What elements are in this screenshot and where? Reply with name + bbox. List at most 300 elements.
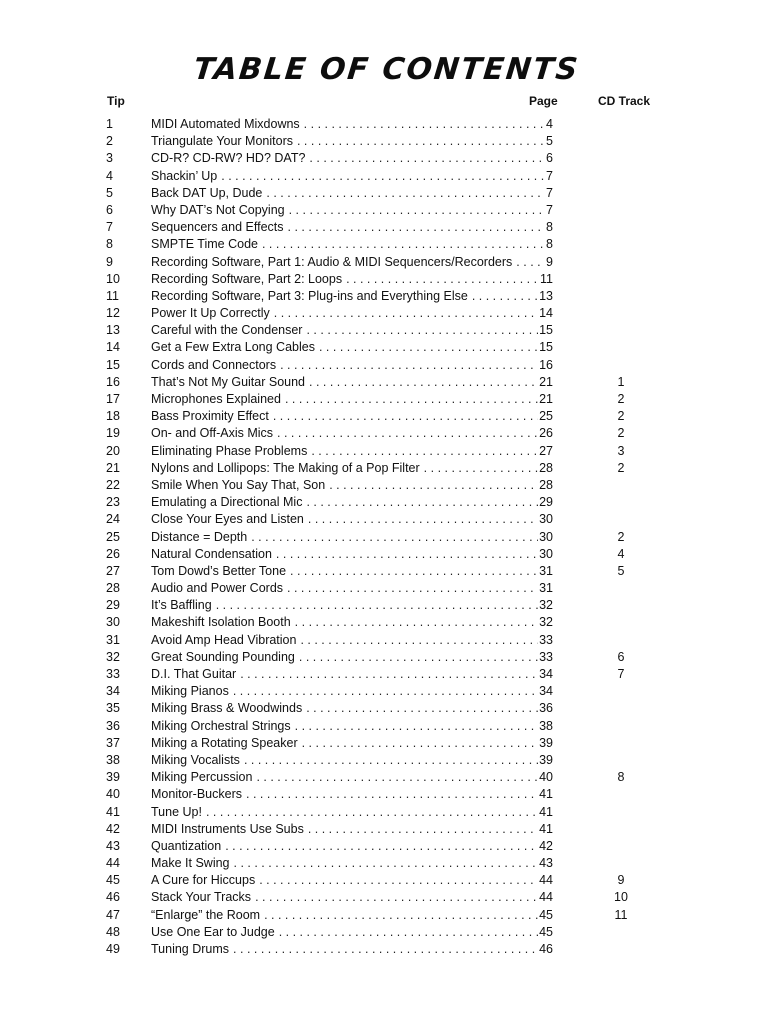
entry-line xyxy=(151,254,553,271)
entry-line xyxy=(151,889,553,906)
dot-leader xyxy=(311,443,538,460)
tip-title: Shackin’ Up xyxy=(151,168,218,183)
dot-leader xyxy=(306,700,538,717)
tip-title: A Cure for Hiccups xyxy=(151,873,256,888)
cd-track-number: 9 xyxy=(617,873,625,888)
cd-track-number: 3 xyxy=(617,443,625,458)
tip-number: 26 xyxy=(106,546,120,561)
page-number: 39 xyxy=(539,735,553,750)
entry-line xyxy=(151,236,553,253)
toc-entry xyxy=(0,185,773,202)
tip-number: 2 xyxy=(106,134,113,149)
toc-entry xyxy=(0,666,773,683)
tip-number: 15 xyxy=(106,357,120,372)
dot-leader xyxy=(233,683,538,700)
toc-entry xyxy=(0,443,773,460)
toc-entry xyxy=(0,804,773,821)
tip-title: Quantization xyxy=(151,838,222,853)
dot-leader xyxy=(299,649,538,666)
dot-leader xyxy=(264,907,538,924)
page-number: 25 xyxy=(539,409,553,424)
page-number: 36 xyxy=(539,701,553,716)
toc-list xyxy=(0,116,773,958)
entry-line xyxy=(151,683,553,700)
tip-number: 47 xyxy=(106,907,120,922)
tip-number: 34 xyxy=(106,684,120,699)
tip-title: “Enlarge” the Room xyxy=(151,907,261,922)
dot-leader xyxy=(306,322,538,339)
tip-title: Make It Swing xyxy=(151,856,230,871)
page-number: 6 xyxy=(546,151,553,166)
cd-track-number: 6 xyxy=(617,649,625,664)
tip-number: 35 xyxy=(106,701,120,716)
tip-number: 28 xyxy=(106,581,120,596)
page-number: 34 xyxy=(539,684,553,699)
entry-line xyxy=(151,150,553,167)
toc-entry xyxy=(0,838,773,855)
dot-leader xyxy=(255,889,538,906)
dot-leader xyxy=(280,357,538,374)
dot-leader xyxy=(206,804,538,821)
entry-line xyxy=(151,408,553,425)
toc-entry xyxy=(0,907,773,924)
toc-entry xyxy=(0,855,773,872)
entry-line xyxy=(151,563,553,580)
toc-entry xyxy=(0,322,773,339)
tip-title: Miking a Rotating Speaker xyxy=(151,735,298,750)
entry-line xyxy=(151,752,553,769)
tip-number: 10 xyxy=(106,271,120,286)
dot-leader xyxy=(285,391,538,408)
toc-entry xyxy=(0,580,773,597)
toc-entry xyxy=(0,924,773,941)
toc-entry xyxy=(0,219,773,236)
entry-line xyxy=(151,322,553,339)
dot-leader xyxy=(306,494,538,511)
page-number: 34 xyxy=(539,667,553,681)
toc-entry xyxy=(0,133,773,150)
page-title: TABLE OF CONTENTS xyxy=(191,52,582,87)
tip-title: Careful with the Condenser xyxy=(151,323,303,338)
column-header-tip: Tip xyxy=(107,94,125,108)
toc-entry xyxy=(0,735,773,752)
tip-title: Miking Pianos xyxy=(151,684,229,699)
page-number: 43 xyxy=(539,856,553,871)
tip-number: 21 xyxy=(106,460,120,475)
page-number: 46 xyxy=(539,942,553,956)
tip-number: 31 xyxy=(106,632,120,647)
dot-leader xyxy=(246,786,538,803)
dot-leader xyxy=(262,236,545,253)
tip-number: 13 xyxy=(106,323,120,338)
tip-title: Microphones Explained xyxy=(151,392,281,406)
page-number: 8 xyxy=(546,220,553,235)
entry-line xyxy=(151,339,553,356)
dot-leader xyxy=(279,924,538,941)
tip-number: 33 xyxy=(106,667,120,681)
entry-line xyxy=(151,511,553,528)
toc-entry xyxy=(0,425,773,442)
tip-title: Monitor-Buckers xyxy=(151,787,242,802)
dot-leader xyxy=(346,271,539,288)
dot-leader xyxy=(309,374,538,391)
dot-leader xyxy=(309,150,545,167)
toc-entry xyxy=(0,288,773,305)
toc-entry xyxy=(0,202,773,219)
dot-leader xyxy=(274,305,538,322)
dot-leader xyxy=(290,563,538,580)
toc-entry xyxy=(0,339,773,356)
entry-line xyxy=(151,374,553,391)
entry-line xyxy=(151,288,553,305)
page-number: 42 xyxy=(539,838,553,853)
entry-line xyxy=(151,305,553,322)
cd-track-number: 10 xyxy=(614,890,628,905)
dot-leader xyxy=(295,614,538,631)
toc-entry xyxy=(0,254,773,271)
toc-entry xyxy=(0,305,773,322)
page-number: 5 xyxy=(546,134,553,149)
tip-number: 17 xyxy=(106,392,120,406)
tip-number: 36 xyxy=(106,718,120,733)
tip-number: 38 xyxy=(106,752,120,767)
tip-title: Power It Up Correctly xyxy=(151,306,270,321)
page-number: 27 xyxy=(539,443,553,458)
entry-line xyxy=(151,477,553,494)
tip-title: Miking Orchestral Strings xyxy=(151,718,291,733)
page-number: 40 xyxy=(539,770,553,785)
entry-line xyxy=(151,769,553,786)
tip-number: 9 xyxy=(106,254,113,269)
toc-entry xyxy=(0,889,773,906)
tip-title: It’s Baffling xyxy=(151,598,212,613)
entry-line xyxy=(151,546,553,563)
entry-line xyxy=(151,357,553,374)
page-number: 15 xyxy=(539,340,553,355)
entry-line xyxy=(151,649,553,666)
dot-leader xyxy=(329,477,538,494)
dot-leader xyxy=(289,202,545,219)
toc-entry xyxy=(0,511,773,528)
toc-entry xyxy=(0,941,773,958)
tip-number: 5 xyxy=(106,185,113,200)
tip-number: 8 xyxy=(106,237,113,252)
tip-number: 40 xyxy=(106,787,120,802)
page-number: 26 xyxy=(539,426,553,441)
dot-leader xyxy=(221,168,545,185)
toc-entry xyxy=(0,116,773,133)
page-number: 8 xyxy=(546,237,553,252)
tip-title: SMPTE Time Code xyxy=(151,237,258,252)
dot-leader xyxy=(472,288,538,305)
dot-leader xyxy=(256,769,538,786)
cd-track-number: 5 xyxy=(617,563,625,578)
dot-leader xyxy=(424,460,538,477)
entry-line xyxy=(151,202,553,219)
page-number: 41 xyxy=(539,821,553,836)
tip-title: Audio and Power Cords xyxy=(151,581,284,596)
cd-track-number: 1 xyxy=(617,374,625,389)
page-number: 41 xyxy=(539,804,553,819)
tip-title: Back DAT Up, Dude xyxy=(151,185,263,200)
dot-leader xyxy=(516,254,545,271)
page-number: 32 xyxy=(539,598,553,613)
tip-number: 29 xyxy=(106,598,120,613)
page-number: 33 xyxy=(539,649,553,664)
cd-track-number: 2 xyxy=(617,460,625,475)
toc-entry xyxy=(0,150,773,167)
tip-number: 16 xyxy=(106,374,120,389)
page-number: 45 xyxy=(539,924,553,939)
tip-title: That’s Not My Guitar Sound xyxy=(151,374,306,389)
entry-line xyxy=(151,425,553,442)
entry-line xyxy=(151,941,553,958)
tip-title: Great Sounding Pounding xyxy=(151,649,295,664)
toc-entry xyxy=(0,168,773,185)
tip-title: Miking Percussion xyxy=(151,770,253,785)
toc-entry xyxy=(0,614,773,631)
page-number: 38 xyxy=(539,718,553,733)
entry-line xyxy=(151,580,553,597)
toc-entry xyxy=(0,477,773,494)
page-number: 7 xyxy=(546,185,553,200)
entry-line xyxy=(151,529,553,546)
toc-entry xyxy=(0,597,773,614)
entry-line xyxy=(151,718,553,735)
page-number: 21 xyxy=(539,392,553,406)
tip-title: MIDI Instruments Use Subs xyxy=(151,821,304,836)
entry-line xyxy=(151,700,553,717)
tip-number: 32 xyxy=(106,649,120,664)
toc-entry xyxy=(0,752,773,769)
tip-number: 12 xyxy=(106,306,120,321)
dot-leader xyxy=(276,546,538,563)
entry-line xyxy=(151,821,553,838)
tip-number: 22 xyxy=(106,477,120,492)
page-number: 21 xyxy=(539,374,553,389)
entry-line xyxy=(151,116,553,133)
cd-track-number: 2 xyxy=(617,426,625,441)
dot-leader xyxy=(244,752,538,769)
tip-number: 20 xyxy=(106,443,120,458)
toc-entry xyxy=(0,271,773,288)
toc-entry xyxy=(0,786,773,803)
entry-line xyxy=(151,804,553,821)
tip-title: Why DAT’s Not Copying xyxy=(151,202,285,217)
tip-title: Makeshift Isolation Booth xyxy=(151,615,291,630)
entry-line xyxy=(151,614,553,631)
tip-number: 42 xyxy=(106,821,120,836)
tip-number: 43 xyxy=(106,838,120,853)
dot-leader xyxy=(273,408,538,425)
tip-title: Sequencers and Effects xyxy=(151,220,284,235)
tip-number: 46 xyxy=(106,890,120,905)
cd-track-number: 2 xyxy=(617,409,625,424)
entry-line xyxy=(151,185,553,202)
tip-title: Recording Software, Part 1: Audio & MIDI Sequencers/Recorders xyxy=(151,254,513,269)
tip-number: 19 xyxy=(106,426,120,441)
tip-title: D.I. That Guitar xyxy=(151,667,237,681)
dot-leader xyxy=(297,133,545,150)
tip-title: Use One Ear to Judge xyxy=(151,924,275,939)
tip-number: 4 xyxy=(106,168,113,183)
tip-number: 11 xyxy=(106,288,119,303)
toc-entry xyxy=(0,494,773,511)
entry-line xyxy=(151,168,553,185)
tip-title: Smile When You Say That, Son xyxy=(151,477,326,492)
tip-title: Triangulate Your Monitors xyxy=(151,134,293,149)
tip-number: 27 xyxy=(106,563,120,578)
page-number: 9 xyxy=(546,254,553,269)
toc-entry xyxy=(0,872,773,889)
dot-leader xyxy=(302,735,538,752)
entry-line xyxy=(151,632,553,649)
toc-entry xyxy=(0,408,773,425)
toc-entry xyxy=(0,374,773,391)
tip-number: 18 xyxy=(106,409,120,424)
entry-line xyxy=(151,872,553,889)
entry-line xyxy=(151,735,553,752)
page-number: 32 xyxy=(539,615,553,630)
page-number: 45 xyxy=(539,907,553,922)
dot-leader xyxy=(308,511,538,528)
entry-line xyxy=(151,443,553,460)
entry-line xyxy=(151,907,553,924)
cd-track-number: 11 xyxy=(614,907,628,922)
dot-leader xyxy=(288,219,546,236)
dot-leader xyxy=(308,821,538,838)
page-number: 14 xyxy=(539,306,553,321)
toc-entry xyxy=(0,700,773,717)
tip-number: 1 xyxy=(106,117,113,131)
page-number: 30 xyxy=(539,529,553,544)
tip-title: Nylons and Lollipops: The Making of a Pop Filter xyxy=(151,460,420,475)
dot-leader xyxy=(300,632,538,649)
page-number: 13 xyxy=(539,288,553,303)
tip-title: Tom Dowd’s Better Tone xyxy=(151,563,287,578)
dot-leader xyxy=(319,339,538,356)
entry-line xyxy=(151,460,553,477)
page-number: 7 xyxy=(546,168,553,183)
tip-title: Miking Brass & Woodwinds xyxy=(151,701,303,716)
page-number: 33 xyxy=(539,632,553,647)
page-number: 31 xyxy=(539,581,553,596)
toc-entry xyxy=(0,683,773,700)
tip-title: On- and Off-Axis Mics xyxy=(151,426,274,441)
page-number: 16 xyxy=(539,357,553,372)
page-number: 7 xyxy=(546,202,553,217)
tip-number: 49 xyxy=(106,942,120,956)
entry-line xyxy=(151,133,553,150)
dot-leader xyxy=(287,580,538,597)
tip-title: Recording Software, Part 3: Plug-ins and Everything Else xyxy=(151,288,468,303)
entry-line xyxy=(151,855,553,872)
page-number: 28 xyxy=(539,477,553,492)
entry-line xyxy=(151,219,553,236)
page-number: 30 xyxy=(539,546,553,561)
toc-entry xyxy=(0,236,773,253)
column-header-cd-track: CD Track xyxy=(598,94,651,108)
page-number: 30 xyxy=(539,512,553,527)
tip-title: Emulating a Directional Mic xyxy=(151,495,303,510)
tip-title: Get a Few Extra Long Cables xyxy=(151,340,315,355)
tip-title: Miking Vocalists xyxy=(151,752,240,767)
page-number: 44 xyxy=(539,890,553,905)
tip-title: Cords and Connectors xyxy=(151,357,277,372)
tip-number: 3 xyxy=(106,151,113,166)
entry-line xyxy=(151,597,553,614)
cd-track-number: 4 xyxy=(617,546,625,561)
tip-number: 30 xyxy=(106,615,120,630)
dot-leader xyxy=(234,855,539,872)
toc-entry xyxy=(0,821,773,838)
tip-number: 6 xyxy=(106,202,113,217)
tip-number: 39 xyxy=(106,770,120,785)
dot-leader xyxy=(304,116,545,133)
toc-entry xyxy=(0,718,773,735)
entry-line xyxy=(151,838,553,855)
page-number: 4 xyxy=(546,117,553,131)
dot-leader xyxy=(277,425,538,442)
toc-entry xyxy=(0,769,773,786)
toc-entry xyxy=(0,632,773,649)
tip-number: 25 xyxy=(106,529,120,544)
tip-title: Avoid Amp Head Vibration xyxy=(151,632,297,647)
dot-leader xyxy=(233,941,538,958)
tip-number: 23 xyxy=(106,495,120,510)
page-number: 44 xyxy=(539,873,553,888)
cd-track-number: 8 xyxy=(617,770,625,785)
tip-number: 37 xyxy=(106,735,120,750)
toc-entry xyxy=(0,357,773,374)
entry-line xyxy=(151,391,553,408)
entry-line xyxy=(151,924,553,941)
tip-title: Tune Up! xyxy=(151,804,202,819)
page-number: 11 xyxy=(540,271,553,286)
toc-entry xyxy=(0,546,773,563)
page-number: 15 xyxy=(539,323,553,338)
tip-number: 45 xyxy=(106,873,120,888)
entry-line xyxy=(151,271,553,288)
dot-leader xyxy=(266,185,545,202)
dot-leader xyxy=(251,529,538,546)
page-number: 39 xyxy=(539,752,553,767)
tip-title: Tuning Drums xyxy=(151,942,230,956)
dot-leader xyxy=(225,838,538,855)
column-header-page: Page xyxy=(529,94,558,108)
tip-number: 41 xyxy=(106,804,120,819)
dot-leader xyxy=(216,597,538,614)
toc-entry xyxy=(0,460,773,477)
entry-line xyxy=(151,666,553,683)
toc-entry xyxy=(0,649,773,666)
page-number: 28 xyxy=(539,460,553,475)
tip-title: Stack Your Tracks xyxy=(151,890,252,905)
cd-track-number: 7 xyxy=(617,667,625,681)
tip-number: 7 xyxy=(106,220,113,235)
cd-track-number: 2 xyxy=(617,529,625,544)
dot-leader xyxy=(240,666,538,683)
tip-title: Natural Condensation xyxy=(151,546,272,561)
tip-title: Distance = Depth xyxy=(151,529,248,544)
page-number: 31 xyxy=(539,563,553,578)
tip-title: Bass Proximity Effect xyxy=(151,409,269,424)
toc-entry xyxy=(0,563,773,580)
entry-line xyxy=(151,786,553,803)
toc-entry xyxy=(0,529,773,546)
tip-number: 44 xyxy=(106,856,120,871)
entry-line xyxy=(151,494,553,511)
